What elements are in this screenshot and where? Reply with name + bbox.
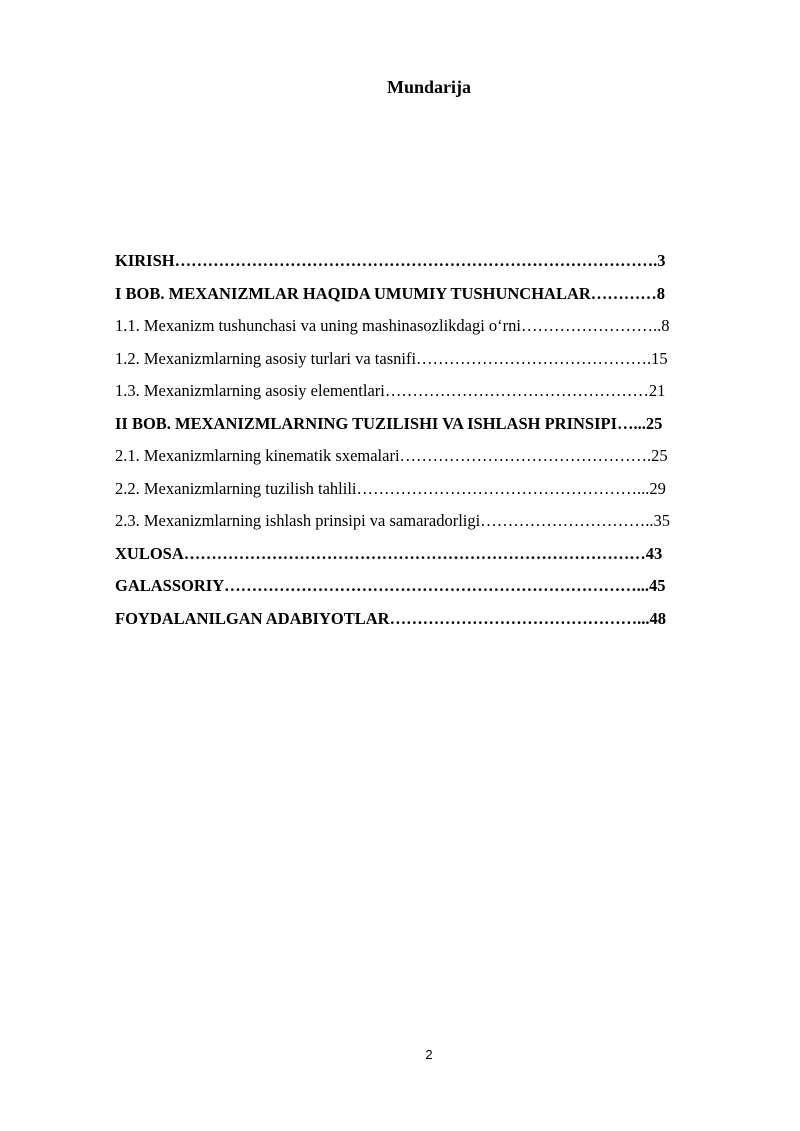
toc-entry-section-2-1[interactable]: 2.1. Mexanizmlarning kinematik sxemalari……………………………………….25 [115,446,668,465]
toc-entry-chapter-2[interactable]: II BOB. MEXANIZMLARNING TUZILISHI VA ISHLASH PRINSIPI…...25 [115,413,663,433]
toc-entry-section-2-3[interactable]: 2.3. Mexanizmlarning ishlash prinsipi va samaradorligi…………………………..35 [115,511,670,530]
toc-entry-adabiyotlar[interactable]: FOYDALANILGAN ADABIYOTLAR………………………………………...48 [115,608,666,628]
toc-entry-galassoriy[interactable]: GALASSORIY…………………………………………………………………...45 [115,576,666,595]
toc-entry-section-1-2[interactable]: 1.2. Mexanizmlarning asosiy turlari va tasnifi…………………………………….15 [115,348,668,368]
page-number: 2 [425,1047,433,1062]
page-title: Mundarija [386,77,471,97]
toc-entry-chapter-1[interactable]: I BOB. MEXANIZMLAR HAQIDA UMUMIY TUSHUNCHALAR…………8 [115,283,666,303]
toc-entry-section-2-2[interactable]: 2.2. Mexanizmlarning tuzilish tahlili……………………………………………...29 [115,478,666,498]
toc-entry-section-1-1[interactable]: 1.1. Mexanizm tushunchasi va uning mashinasozlikdagi o‘rni……………………..8 [115,316,670,335]
toc-entry-kirish[interactable]: KIRISH…………………………………………………………………………….3 [115,251,666,270]
toc-entry-xulosa[interactable]: XULOSA…………………………………………………………………………43 [115,543,663,563]
table-of-contents [115,249,743,639]
toc-entry-section-1-3[interactable]: 1.3. Mexanizmlarning asosiy elementlari…………………………………………21 [115,381,666,400]
